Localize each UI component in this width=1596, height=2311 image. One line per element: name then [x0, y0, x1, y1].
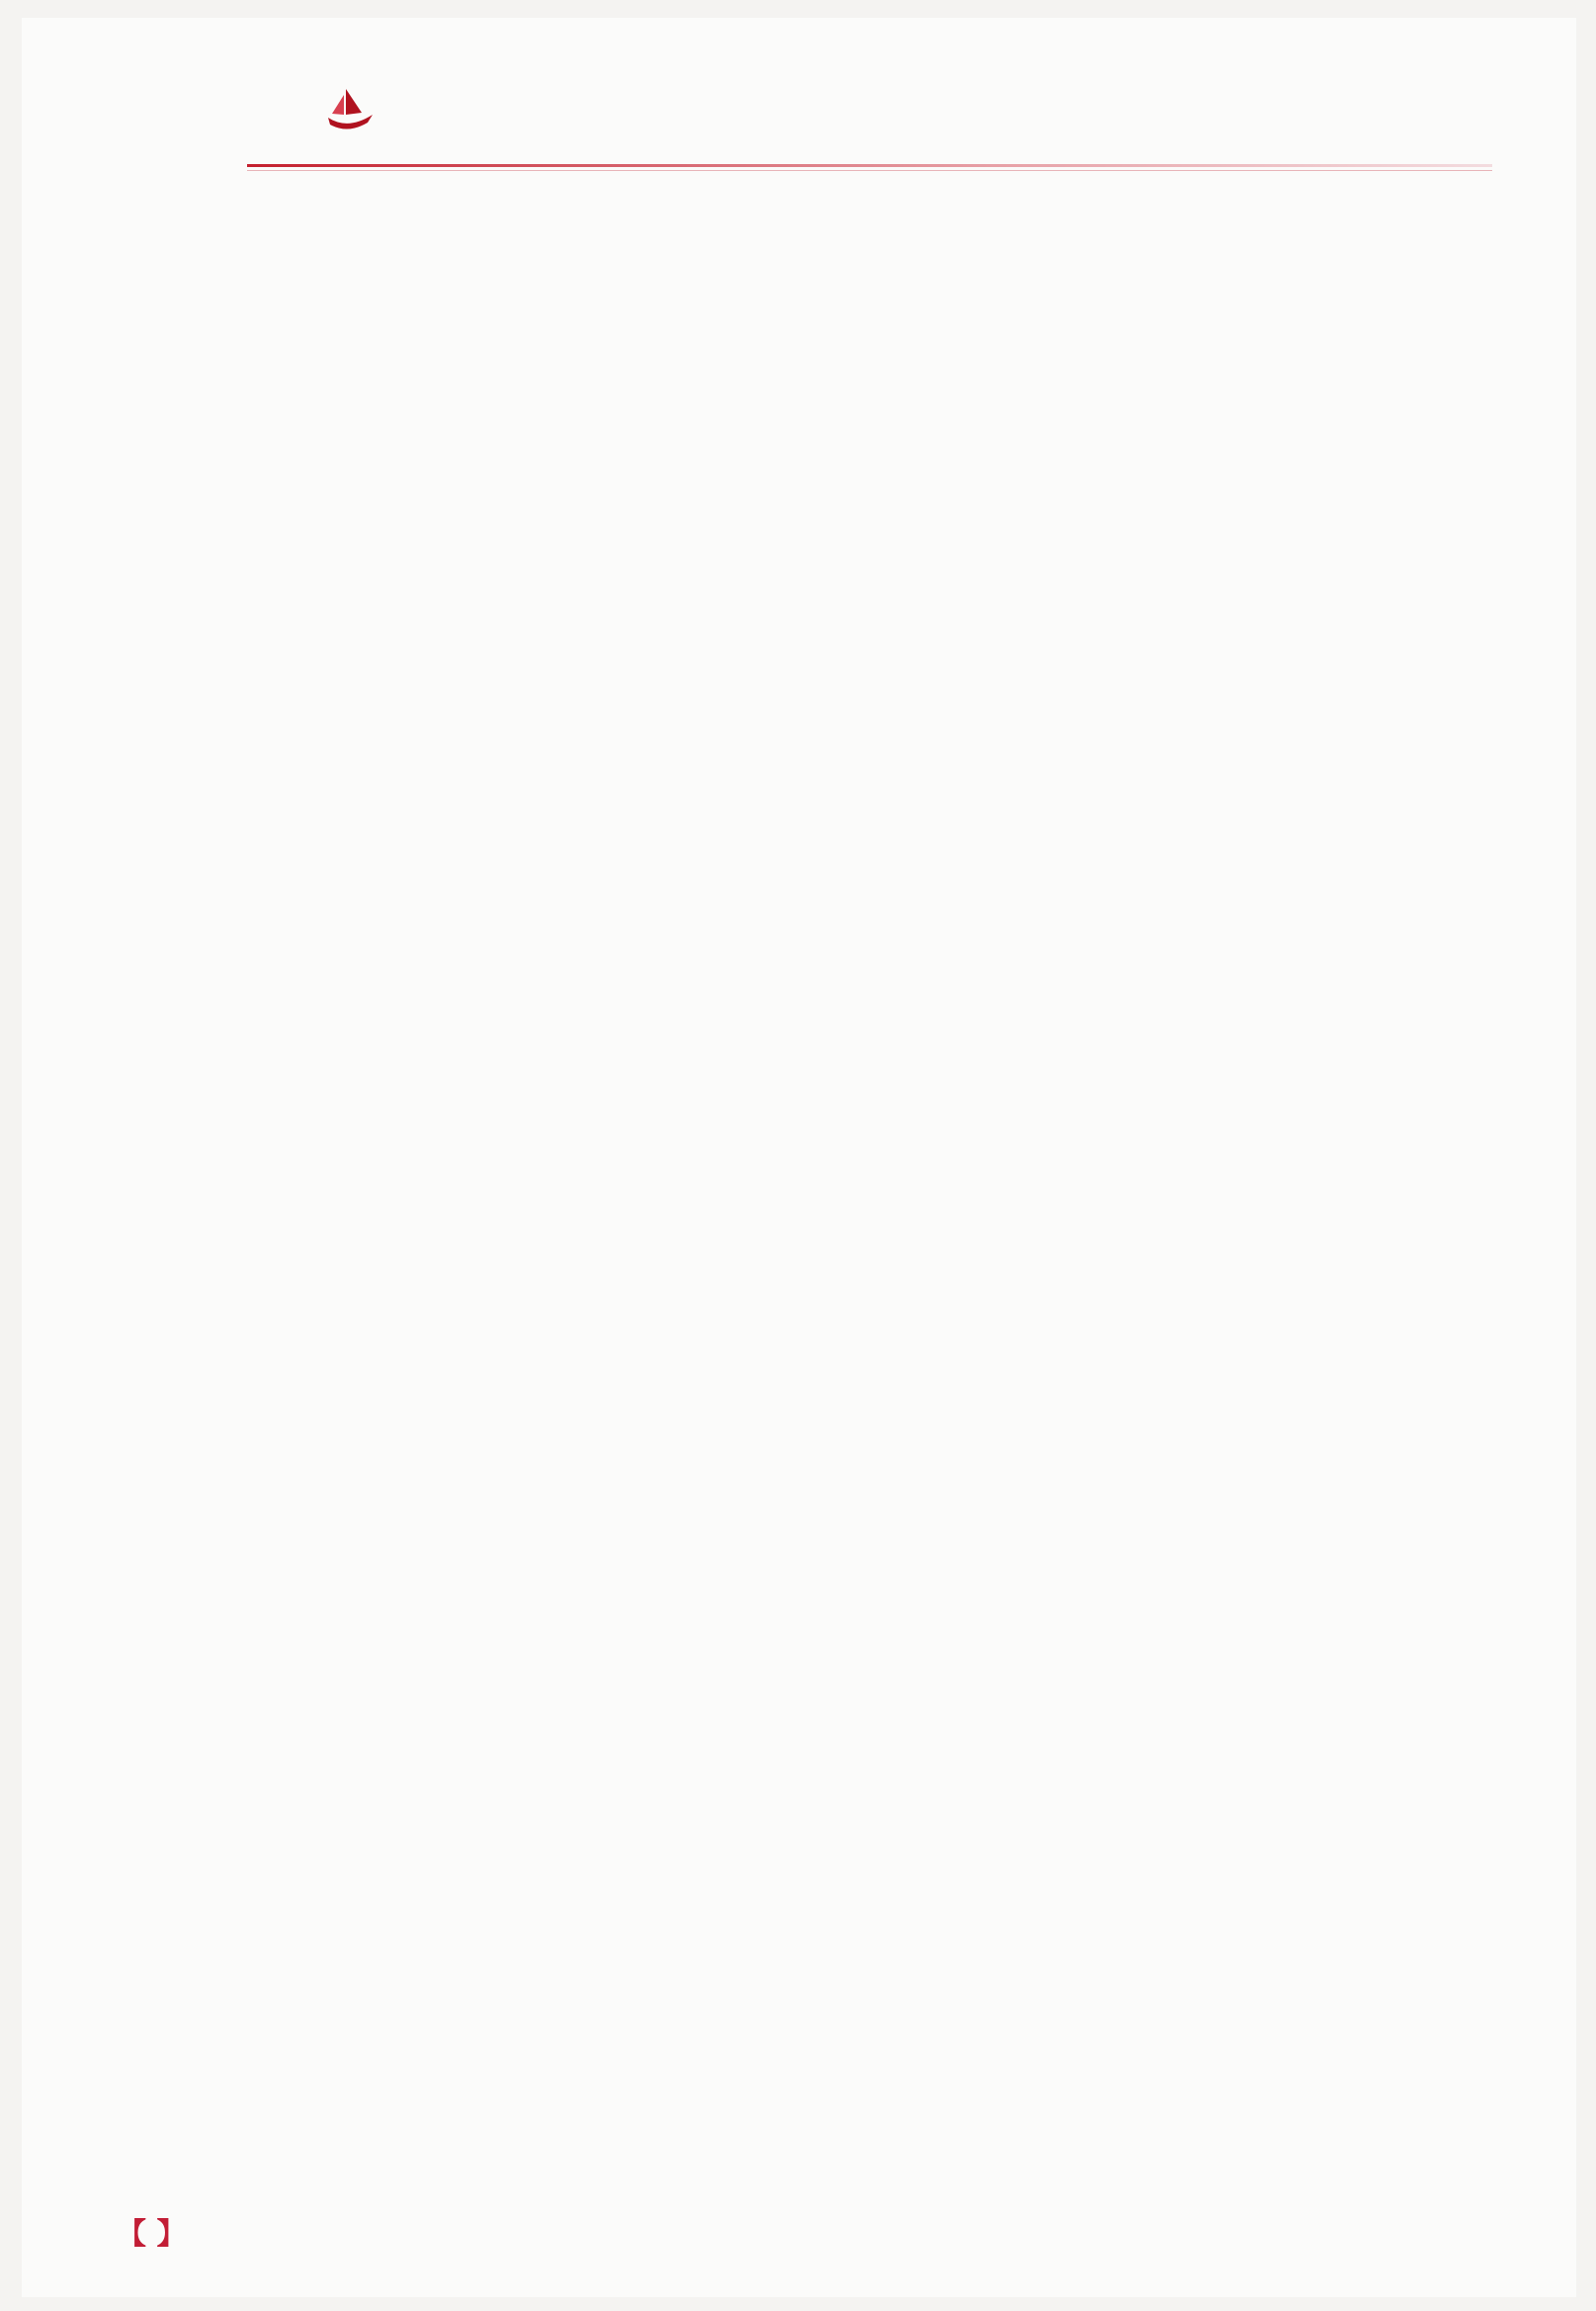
page-number: 【 】 — [117, 2217, 187, 2252]
sail-boat-icon — [318, 83, 378, 132]
header-rule — [247, 164, 1492, 167]
q2-options — [148, 1855, 334, 1889]
q1-options — [148, 1529, 334, 1563]
page — [22, 18, 1576, 2297]
header-rule-thin — [247, 170, 1492, 171]
